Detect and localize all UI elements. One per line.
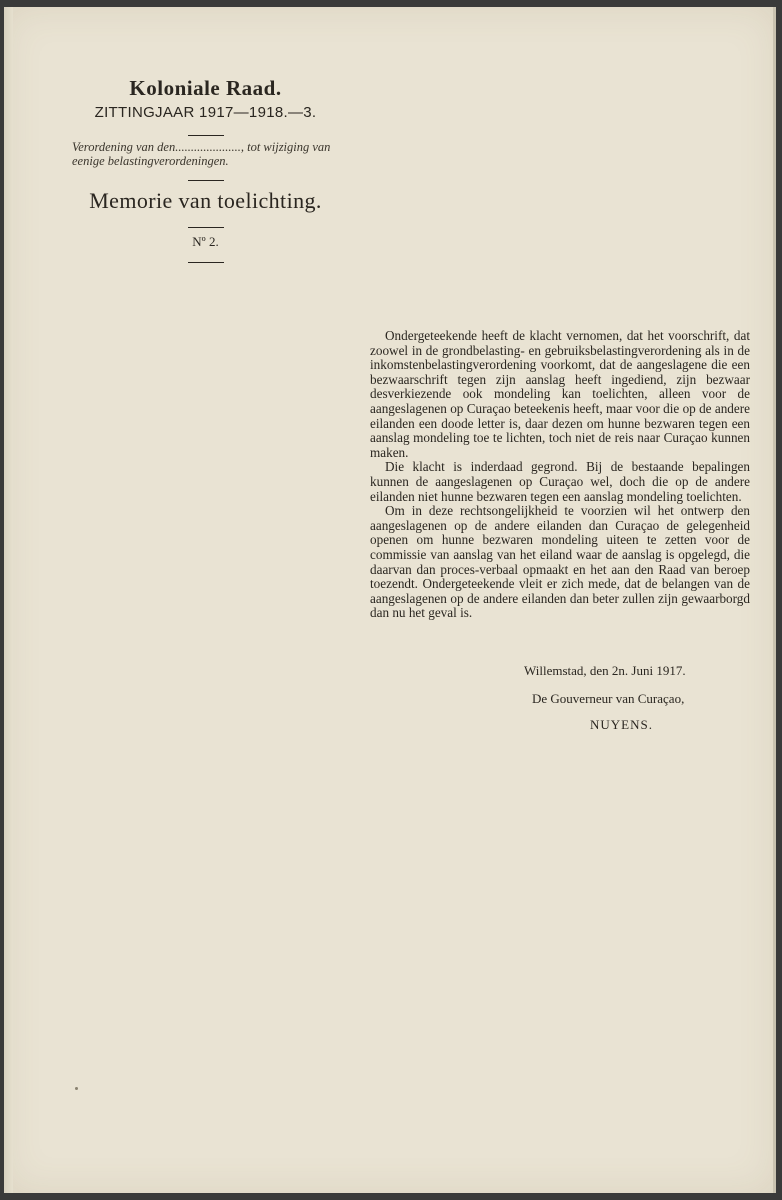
signatory-office-text: De Gouverneur van Curaçao, bbox=[532, 691, 685, 706]
body-paragraph: Ondergeteekende heeft de klacht vernomen, dat het voorschrift, dat zoowel in de grondbelasting- en gebruiksbelastingverordening als in de inkomstenbelastingverordening voorkomt, dat de aangeslagene die een bezwaarschrift tegen zijn aanslag heeft ingediend, zijn bezwaar desverkiezende ook mondeling kan toelichten, alleen voor de aangeslagenen op Curaçao beteekenis heeft, maar voor die op de andere eilanden een doode letter is, daar dezen om hunne bezwaren tegen een aanslag mondeling toe te lichten, toch niet de reis naar Curaçao kunnen maken. bbox=[370, 328, 750, 460]
document-page bbox=[4, 7, 776, 1193]
divider-rule bbox=[188, 180, 224, 181]
memorandum-title: Memorie van toelichting. bbox=[89, 188, 322, 213]
place-date-text: Willemstad, den 2n. Juni 1917. bbox=[524, 663, 686, 678]
document-header bbox=[68, 75, 343, 263]
divider-rule bbox=[188, 262, 224, 263]
signatory-name-text: NUYENS. bbox=[590, 717, 653, 732]
ordinance-title: Verordening van den....................., tot wijziging van eenige belastingverordeningen. bbox=[72, 140, 331, 168]
memorandum-body bbox=[370, 329, 750, 621]
document-number: Nº 2. bbox=[192, 234, 219, 249]
council-title: Koloniale Raad. bbox=[129, 76, 282, 100]
body-paragraph: Die klacht is inderdaad gegrond. Bij de bestaande bepalingen kunnen de aangeslagenen op Curaçao wel, doch die op de andere eilanden niet hunne bezwaren tegen een aanslag mondeling toelichten. bbox=[370, 459, 750, 504]
signatory-office bbox=[370, 691, 750, 707]
place-date bbox=[370, 663, 750, 679]
paper-speck bbox=[75, 1087, 78, 1090]
divider-rule bbox=[188, 135, 224, 136]
binding-edge bbox=[4, 7, 13, 1193]
session-year: ZITTINGJAAR 1917—1918.—3. bbox=[94, 104, 317, 121]
divider-rule bbox=[188, 227, 224, 228]
signatory-name bbox=[370, 717, 750, 733]
page-right-edge bbox=[773, 7, 776, 1193]
body-paragraph: Om in deze rechtsongelijkheid te voorzien wil het ontwerp den aangeslagenen op de andere eilanden dan Curaçao de gelegenheid openen om hunne bezwaren mondeling uiteen te zetten voor de commissie van aanslag van het eiland waar de aanslag is opgelegd, die daarvan dan proces-verbaal opmaakt en het aan den Raad van beroep toezendt. Ondergeteekende vleit er zich mede, dat de belangen van de aangeslagenen op de andere eilanden dan beter zullen zijn gewaarborgd dan nu het geval is. bbox=[370, 503, 750, 621]
